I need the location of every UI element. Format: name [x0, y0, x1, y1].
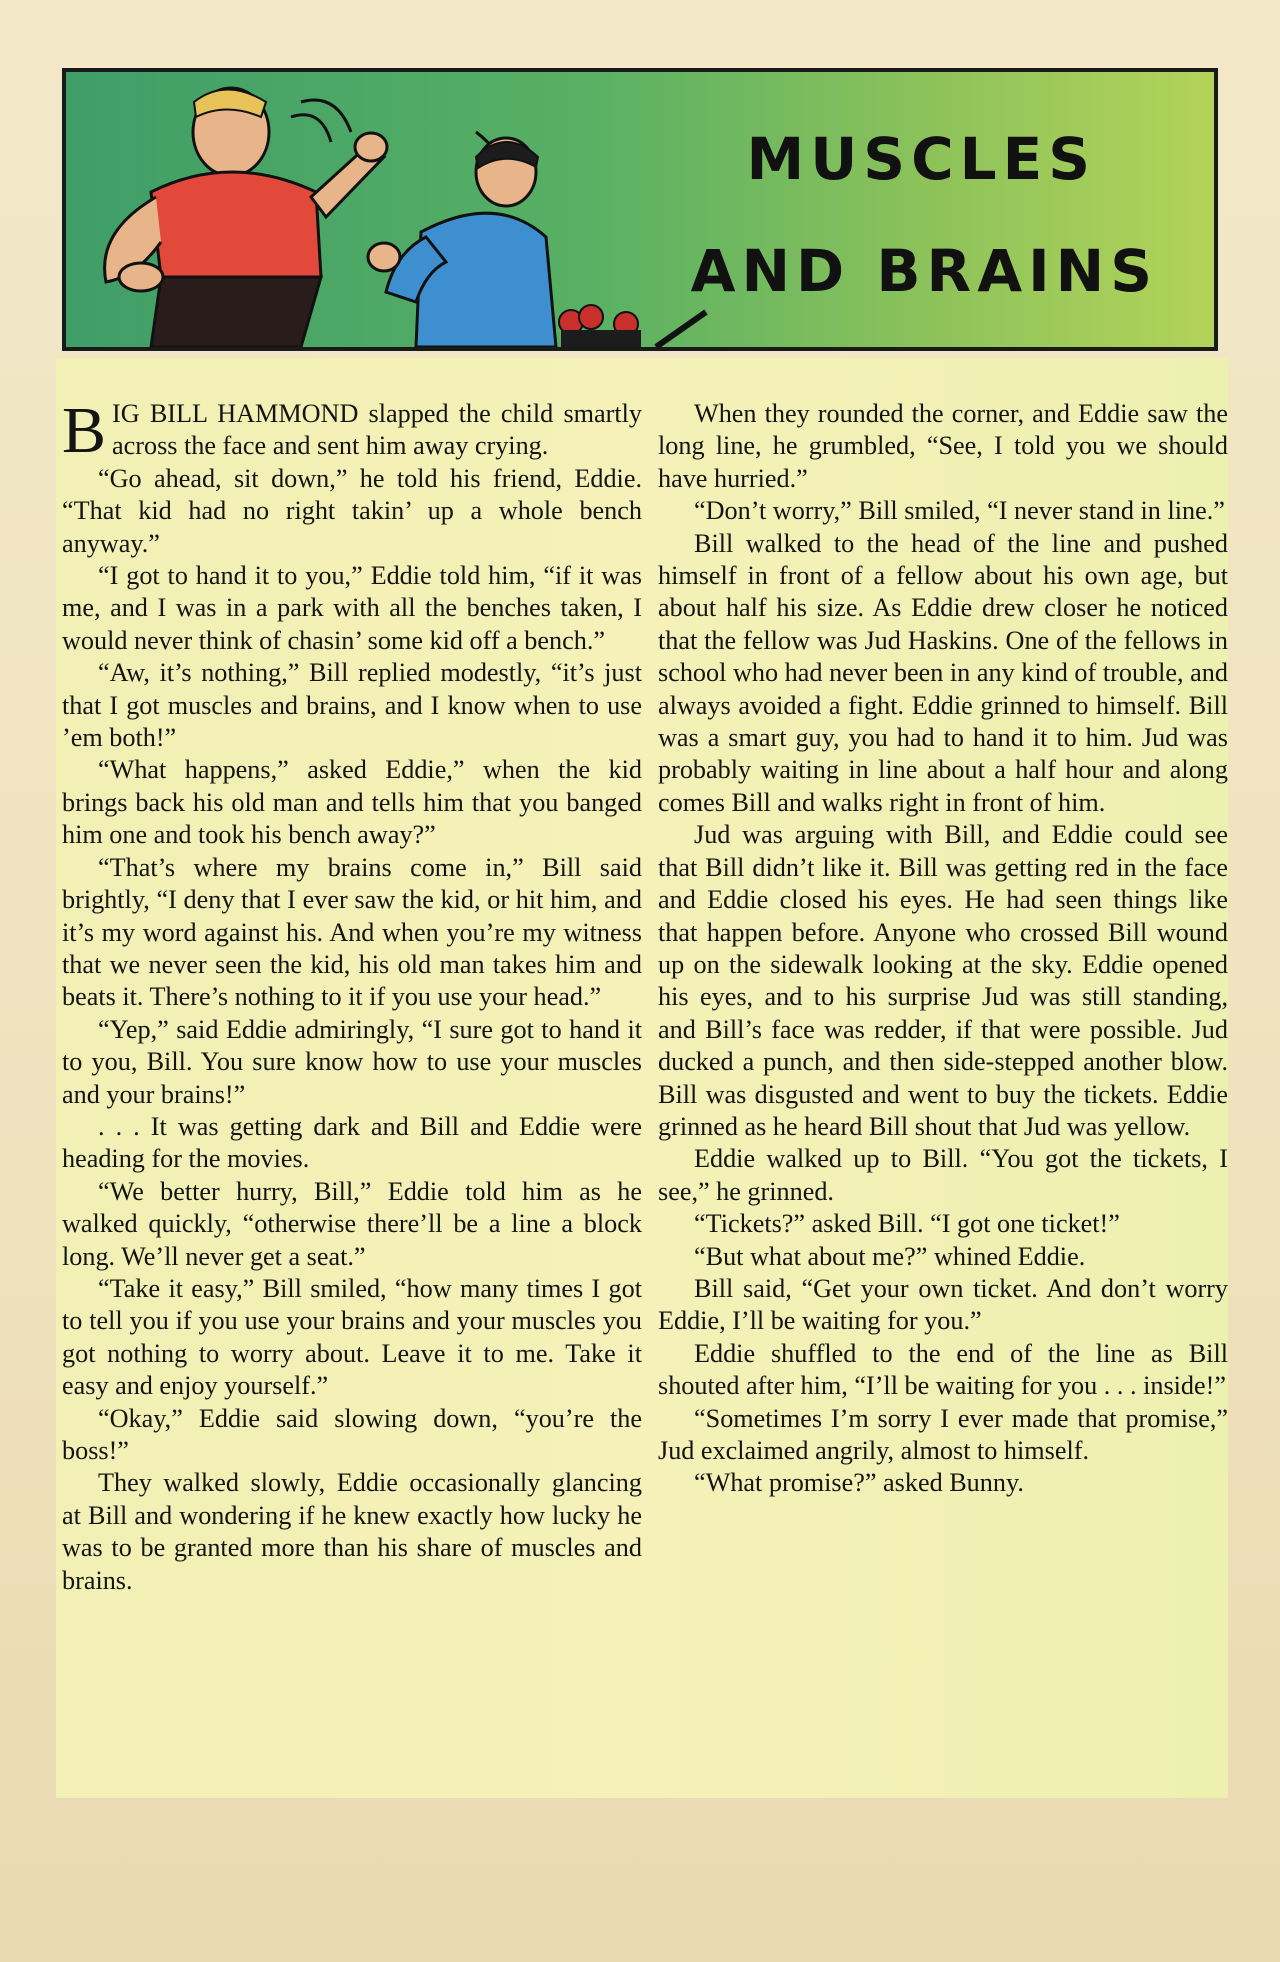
paragraph: “Yep,” said Eddie admiringly, “I sure got to hand it to you, Bill. You sure know how to use your muscles and your brains!” [62, 1014, 642, 1109]
paragraph: “What promise?” asked Bunny. [694, 1468, 1024, 1498]
title-line-2: AND BRAINS [690, 237, 1158, 305]
two-men-fighting-icon [66, 72, 1214, 347]
story-column-left [62, 394, 642, 1597]
paragraph: “That’s where my brains come in,” Bill said brightly, “I deny that I ever saw the kid, or hit him, and it’s my word against his. And when you’re my witness that we never seen the kid, his old man takes him and beats it. There’s nothing to it if you use your head.” [62, 852, 642, 1012]
paragraph: Bill said, “Get your own ticket. And don’t worry Eddie, I’ll be waiting for you.” [658, 1273, 1228, 1336]
paragraph: “Don’t worry,” Bill smiled, “I never stand in line.” [694, 496, 1225, 526]
title-banner [62, 68, 1218, 351]
paragraph: “We better hurry, Bill,” Eddie told him as he walked quickly, “otherwise there’ll be a line a block long. We’ll never get a seat.” [62, 1176, 642, 1271]
opening-caps: IG BILL HAMMOND [112, 399, 359, 428]
paragraph: Bill walked to the head of the line and pushed himself in front of a fellow about his own age, but about half his size. As Eddie drew closer he noticed that the fellow was Jud Haskins. One of the fellows in school who had never been in any kind of trouble, and always avoided a fight. Eddie grinned to himself. Bill was a smart guy, you had to hand it to him. Jud was probably waiting in line about a half hour and along comes Bill and walks right in front of him. [658, 528, 1228, 817]
paragraph: “I got to hand it to you,” Eddie told him, “if it was me, and I was in a park with all the benches taken, I would never think of chasin’ some kid off a bench.” [62, 561, 642, 655]
drop-cap: B [62, 394, 107, 467]
title-line-1: MUSCLES [746, 125, 1096, 193]
paragraph: Eddie walked up to Bill. “You got the tickets, I see,” he grinned. [658, 1144, 1228, 1206]
paragraph: “Go ahead, sit down,” he told his friend, Eddie. “That kid had no right takin’ up a whole bench anyway.” [62, 463, 642, 558]
paragraph: “Sometimes I’m sorry I ever made that promise,” Jud exclaimed angrily, almost to himself. [658, 1403, 1228, 1465]
paragraph: “Take it easy,” Bill smiled, “how many times I got to tell you if you use your brains and your muscles you got nothing to worry about. Leave it to me. Take it easy and enjoy yourself.” [62, 1273, 642, 1401]
paragraph: “But what about me?” whined Eddie. [694, 1241, 1086, 1271]
story-column-right [658, 398, 1228, 1500]
opening-paragraph [62, 394, 642, 467]
paragraph: Jud was arguing with Bill, and Eddie could see that Bill didn’t like it. Bill was getting red in the face and Eddie closed his eyes. He had seen things like that happen before. Anyone who crossed Bill wound up on the sidewalk looking at the sky. Eddie opened his eyes, and to his surprise Jud was still standing, and Bill’s face was redder, if that were possible. Jud ducked a punch, and then side-stepped another blow. Bill was disgusted and went to buy the tickets. Eddie grinned as he heard Bill shout that Jud was yellow. [658, 820, 1228, 1141]
paragraph: “Aw, it’s nothing,” Bill replied modestly, “it’s just that I got muscles and brains, and I know when to use ’em both!” [62, 658, 642, 753]
paragraph: They walked slowly, Eddie occasionally glancing at Bill and wondering if he knew exactly how lucky he was to be granted more than his share of muscles and brains. [62, 1468, 642, 1595]
opening-text: slapped the child smartly across the face and sent him away crying. [112, 399, 642, 461]
paragraph: “What happens,” asked Eddie,” when the kid brings back his old man and tells him that you banged him one and took his bench away?” [62, 755, 642, 850]
paragraph: When they rounded the corner, and Eddie saw the long line, he grumbled, “See, I told you we should have hurried.” [658, 399, 1228, 493]
paragraph: “Tickets?” asked Bill. “I got one ticket!” [694, 1209, 1120, 1239]
paragraph: . . . It was getting dark and Bill and Eddie were heading for the movies. [62, 1111, 642, 1174]
paragraph: “Okay,” Eddie said slowing down, “you’re the boss!” [62, 1403, 642, 1465]
paragraph: Eddie shuffled to the end of the line as Bill shouted after him, “I’ll be waiting for you . . . inside!” [658, 1338, 1228, 1401]
